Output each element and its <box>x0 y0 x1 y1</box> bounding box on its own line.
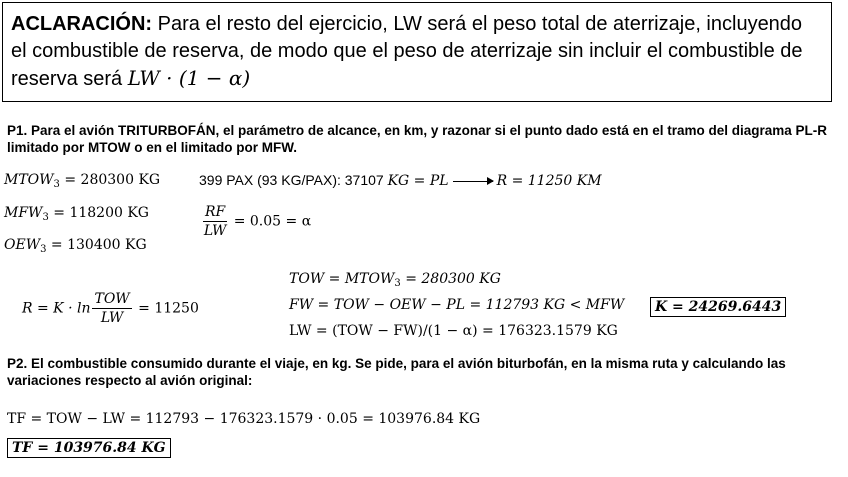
tf-equation: TF = TOW − LW = 112793 − 176323.1579 · 0.05 = 103976.84 KG <box>7 411 481 427</box>
k-result <box>650 299 786 315</box>
pax-text: 399 PAX (93 KG/PAX): 37107 <box>199 172 388 188</box>
range-value: R = 11250 KM <box>496 173 602 189</box>
mfw-equation: $MFW_3 = 118200$ KG <box>4 205 149 223</box>
mtow-equation: $MTOW_3 = 280300$ KG <box>4 172 161 190</box>
p2-title: P2. El combustible consumido durante el viaje, en kg. Se pide, para el avión biturbofán, en la misma ruta y calculando las variaciones respecto al avión original: <box>7 356 786 388</box>
range-denominator: LW <box>100 310 124 326</box>
tf-result-value: TF = 103976.84 KG <box>7 438 171 458</box>
pax-equation <box>199 172 602 189</box>
mfw-value: = 118200 KG <box>48 205 149 221</box>
mtow-value: = 280300 KG <box>59 172 161 188</box>
k-result-value: K = 24269.6443 <box>650 297 786 317</box>
range-numerator: TOW <box>94 291 130 307</box>
tf-result <box>7 440 171 456</box>
tow-lhs: TOW = MTOW <box>289 271 395 287</box>
tow-value: = 280300 KG <box>400 271 501 287</box>
pl-value: KG = PL <box>387 173 449 189</box>
oew-value: = 130400 KG <box>46 237 147 253</box>
oew-equation: $OEW_3 = 130400$ KG <box>4 237 147 255</box>
clarification-box <box>2 2 832 102</box>
rf-numerator: RF <box>205 204 226 220</box>
range-lhs: R = K · ln <box>22 300 91 317</box>
alpha-equation <box>201 203 311 240</box>
alpha-value: = 0.05 = α <box>229 213 312 230</box>
arrow-icon <box>453 181 493 182</box>
clarification-text: Para el resto del ejercicio, LW será el peso total de aterrizaje, incluyendo el combustible de reserva, de modo que el peso de aterrizaje sin incluir el combustible de reserva será <box>11 13 803 90</box>
clarification-formula: LW · (1 − α) <box>127 66 251 90</box>
clarification-label: ACLARACIÓN: <box>11 13 153 35</box>
fw-equation: FW = TOW − OEW − PL = 112793 KG < MFW <box>289 297 625 313</box>
range-equation <box>22 290 199 327</box>
range-rhs: = 11250 <box>133 300 199 317</box>
p1-title: P1. Para el avión TRITURBOFÁN, el parámetro de alcance, en km, y razonar si el punto dado está en el tramo del diagrama PL-R limitado por MTOW o en el limitado por MFW. <box>7 123 827 155</box>
tow-equation: TOW = $MTOW_3 = 280300$ KG <box>289 271 501 289</box>
rf-denominator: LW <box>203 223 227 239</box>
lw-equation: LW = (TOW − FW)/(1 − α) = 176323.1579 KG <box>289 323 618 339</box>
